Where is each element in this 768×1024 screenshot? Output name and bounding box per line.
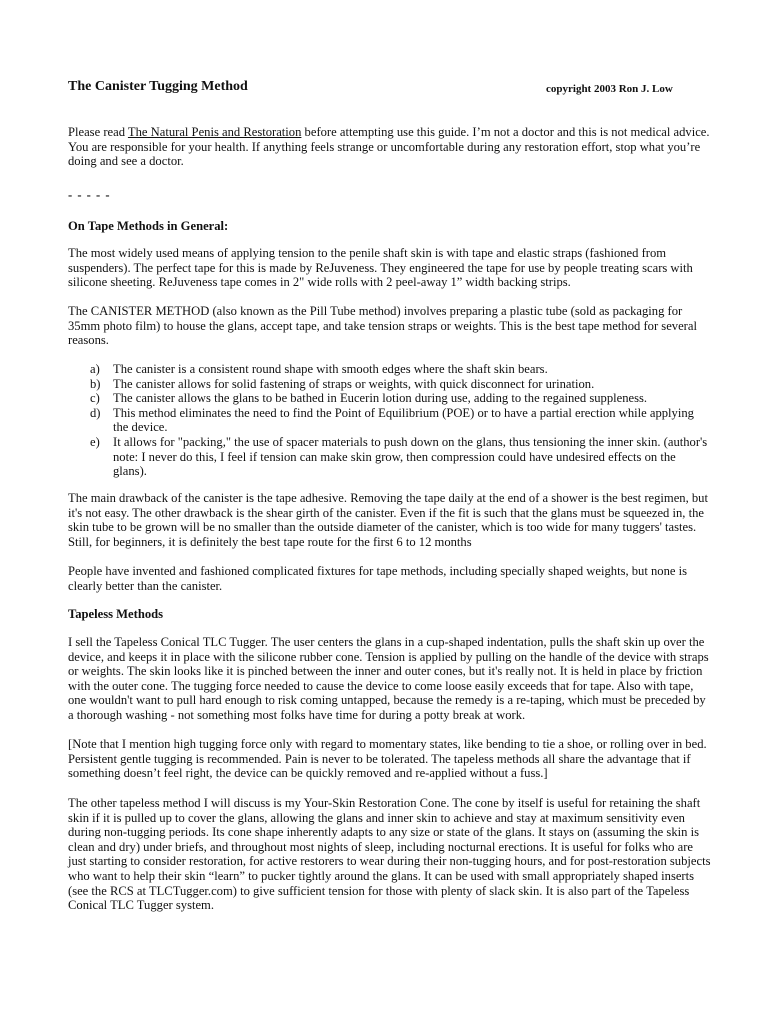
note-paragraph: [Note that I mention high tugging force only with regard to momentary states, like bending to tie a shoe, or rolling over in bed. Persistent gentle tugging is recommended. Pain is never to be tolerated. The tapeless methods all share the advantage that if something doesn’t feel right, the device can be quickly removed and re-applied without a fuss.] — [68, 737, 707, 781]
intro-text-start: Please read — [68, 125, 128, 139]
list-marker: b) — [90, 376, 101, 391]
list-marker: e) — [90, 434, 100, 449]
drawback-paragraph: The main drawback of the canister is the tape adhesive. Removing the tape daily at the end of a shower is the best regimen, but it's not easy. The other drawback is the shear girth of the canister. Even if the fit is such that the glans must be squeezed in, the skin tube to be grown will be no smaller than the outside diameter of the canister, which is too wide for many tuggers' tastes. Still, for beginners, it is definitely the best tape route for the first 6 to 12 months — [68, 491, 708, 549]
fixtures-paragraph: People have invented and fashioned complicated fixtures for tape methods, including specially shaped weights, but none is clearly better than the canister. — [68, 564, 688, 593]
canister-method-paragraph: The CANISTER METHOD (also known as the Pill Tube method) involves preparing a plastic tube (sold as packaging for 35mm photo film) to house the glans, accept tape, and take tension straps or weights. This is the best tape method for several reasons. — [68, 304, 697, 348]
list-marker: c) — [90, 391, 100, 406]
list-item-text: This method eliminates the need to find the Point of Equilibrium (POE) or to have a partial erection while applying the device. — [113, 405, 694, 435]
list-item-text: The canister is a consistent round shape with smooth edges where the shaft skin bears. — [113, 362, 548, 376]
list-item — [90, 377, 711, 392]
list-item-text: The canister allows the glans to be bathed in Eucerin lotion during use, adding to the regained suppleness. — [113, 391, 648, 406]
list-item — [90, 435, 711, 479]
document-title: The Canister Tugging Method — [68, 79, 248, 94]
tapeless-methods-heading: Tapeless Methods — [68, 607, 164, 621]
list-item-text: It allows for "packing," the use of spacer materials to push down on the glans, thus tensioning the inner skin. (author's note: I never do this, I feel if tension can make skin grow, then compression could have undesired effects on the glans). — [113, 434, 708, 479]
list-item — [90, 406, 711, 435]
restoration-cone-paragraph: The other tapeless method I will discuss is my Your-Skin Restoration Cone. The cone by itself is useful for retaining the shaft skin if it is pulled up to cover the glans, allowing the glans and inner skin to achieve and stay at maximum sensitivity even during non-tugging periods. Its cone shape inherently adapts to any size or state of the glans. It stays on (assuming the skin is clean and dry) under briefs, and throughout most nights of sleep, including nocturnal erections. It is useful for folks who are just starting to consider restoration, for active restorers to wear during their non-tugging hours, and for post-restoration subjects who want to help their skin “learn” to pucker tightly around the glans. It can be used with small appropriately shaped inserts (see the RCS at TLCTugger.com) to give sufficient tension for those with plenty of slack skin. It is also part of the Tapeless Conical TLC Tugger system. — [68, 796, 711, 913]
section-separator: - - - - - — [68, 188, 111, 202]
intro-paragraph — [68, 125, 711, 169]
tlc-tugger-paragraph: I sell the Tapeless Conical TLC Tugger. The user centers the glans in a cup-shaped indentation, pulls the shaft skin up over the device, and keeps it in place with the silicone rubber cone. Tension is applied by pulling on the handle of the device with straps or weights. The skin looks like it is pinched between the inner and outer cones, but it's really not. It is held in place by friction with the outer cone. The tugging force needed to cause the device to come loose easily exceeds that for tape. Also with tape, one wouldn't want to pull hard enough to risk coming untapped, because the remedy is a re-taping, which must be preceded by a thorough washing - not something most folks have time for during a potty break at work. — [68, 635, 709, 722]
tape-methods-heading: On Tape Methods in General: — [68, 219, 229, 233]
tape-paragraph-1: The most widely used means of applying tension to the penile shaft skin is with tape and elastic straps (fashioned from suspenders). The perfect tape for this is made by ReJuveness. They engineered the tape for use by people treating scars with silicone sheeting. ReJuveness tape comes in 2" wide rolls with 2 peel-away 1” width backing strips. — [68, 246, 693, 290]
list-marker: d) — [90, 405, 101, 420]
list-item-text: The canister allows for solid fastening of straps or weights, with quick disconnect for urination. — [113, 376, 595, 391]
canister-reasons-list — [90, 362, 711, 479]
intro-text-end: before attempting use this guide. I’m not a doctor and this is not medical advice. You are responsible for your health. If anything feels strange or uncomfortable during any restoration effort, stop what you’re doing and see a doctor. — [68, 125, 710, 169]
copyright-notice: copyright 2003 Ron J. Low — [546, 83, 673, 95]
guide-link[interactable]: The Natural Penis and Restoration — [127, 125, 302, 139]
list-item — [90, 362, 711, 377]
list-marker: a) — [90, 362, 100, 376]
list-item — [90, 391, 711, 406]
